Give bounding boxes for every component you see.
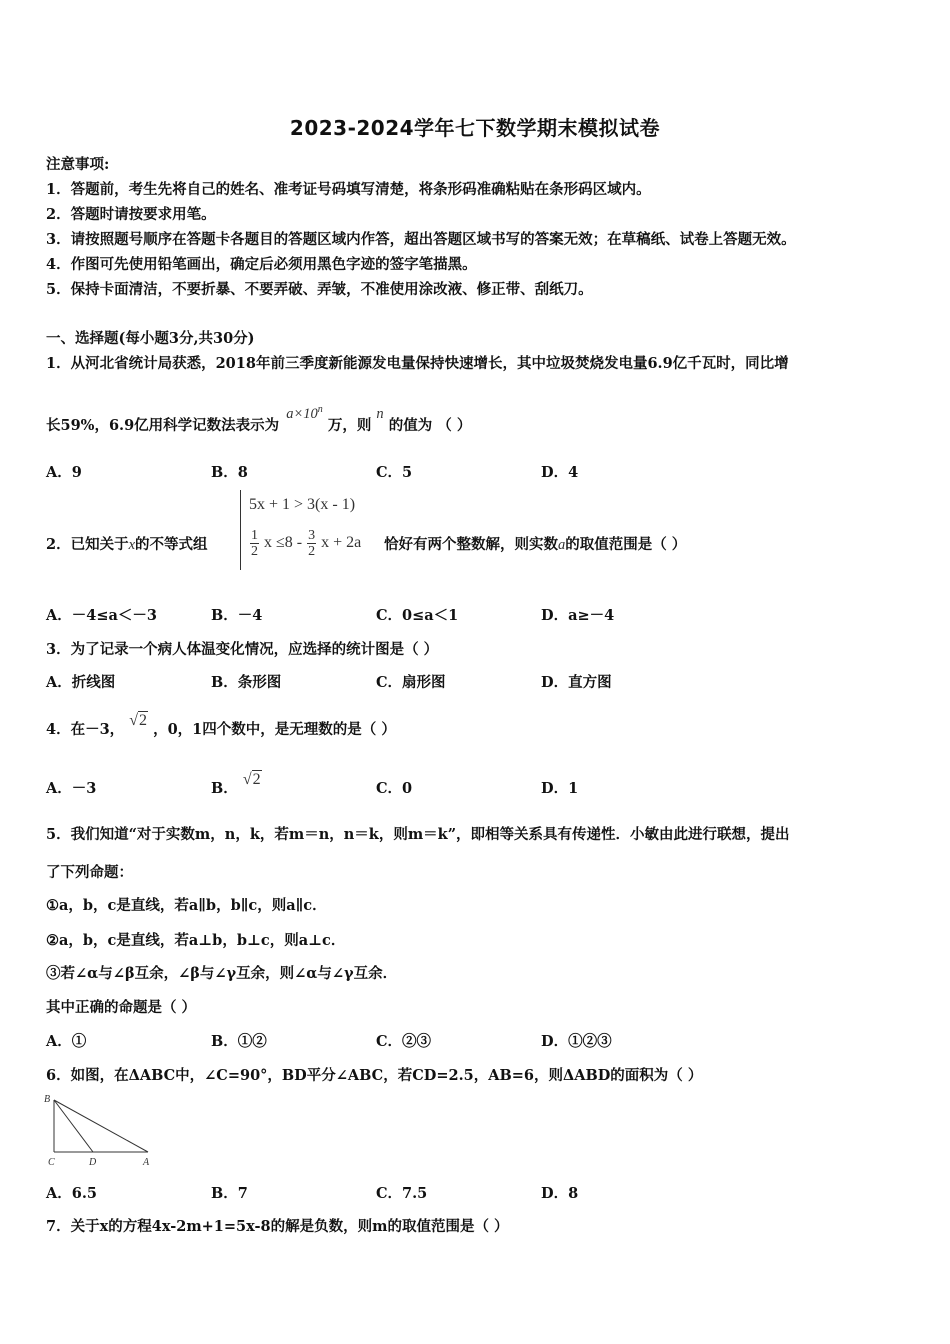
q6-bisector-bd: [54, 1100, 93, 1152]
q2-row2-mid: x ≤8 -: [264, 534, 303, 552]
q3-option-b: B．条形图: [211, 674, 282, 691]
q6-option-b: B．7: [211, 1185, 248, 1202]
q2-mid: 的不等式组: [135, 536, 208, 553]
q4-suffix: ，0，1四个数中，是无理数的是（ ）: [153, 721, 396, 738]
q2-frac2: [307, 528, 316, 559]
section-heading: 一、选择题(每小题3分,共30分): [46, 330, 255, 347]
q1-line1: 1．从河北省统计局获悉，2018年前三季度新能源发电量保持快速增长，其中垃圾焚烧发电量6.9亿千瓦时，同比增: [46, 355, 789, 372]
q2-option-a: A．－4≤a＜－3: [46, 607, 157, 624]
q4-option-d: D．1: [541, 780, 579, 797]
notice-item-4: 4．作图可先使用铅笔画出，确定后必须用黑色字迹的签字笔描黑。: [46, 256, 477, 273]
q2-option-b: B．－4: [211, 607, 263, 624]
q5-option-c: C．②③: [376, 1033, 432, 1050]
q1-formula: [286, 406, 323, 422]
q6-option-a: A．6.5: [46, 1185, 97, 1202]
q6-label-a: A: [143, 1157, 150, 1168]
q5-line2: 了下列命题：: [46, 864, 133, 881]
q2-suffix1: 恰好有两个整数解，则实数: [384, 536, 558, 553]
q1-line2-a: 长59%，6.9亿用科学记数法表示为: [46, 417, 280, 434]
q6-text: 6．如图，在ΔABC中，∠C=90°，BD平分∠ABC，若CD=2.5，AB=6，则ΔABD的面积为（ ）: [46, 1067, 703, 1084]
q4-option-c: C．0: [376, 780, 413, 797]
q5-proposition-2: ②a，b，c是直线，若a⊥b，b⊥c，则a⊥c．: [46, 932, 346, 949]
q1-formula-times: ×10: [293, 406, 318, 422]
q2-prefix-line: [46, 533, 208, 554]
q5-option-a: A．①: [46, 1033, 87, 1050]
q2-frac2-num: 3: [308, 528, 316, 543]
q6-label-d: D: [89, 1157, 97, 1168]
q2-row2-end: x + 2a: [321, 534, 362, 552]
q4-sqrt-val: 2: [139, 712, 148, 729]
q1-line2: [46, 404, 472, 435]
q6-option-d: D．8: [541, 1185, 579, 1202]
q2-option-d: D．a≥－4: [541, 607, 615, 624]
q1-formula-n: n: [317, 404, 323, 416]
q5-line1: 5．我们知道“对于实数m，n，k，若m＝n，n＝k，则m＝k”，即相等关系具有传递性．小敏由此进行联想，提出: [46, 826, 790, 843]
q5-ask: 其中正确的命题是（ ）: [46, 999, 197, 1016]
q2-prefix: 2．已知关于: [46, 536, 129, 553]
q6-label-c: C: [48, 1157, 55, 1168]
page-title: 2023-2024学年七下数学期末模拟试卷: [289, 116, 661, 140]
q6-triangle-figure: [40, 1090, 160, 1172]
q5-option-d: D．①②③: [541, 1033, 612, 1050]
q3-option-a: A．折线图: [46, 674, 116, 691]
q2-frac1-num: 1: [251, 528, 258, 543]
q4-line: [46, 712, 396, 739]
notice-item-5: 5．保持卡面清洁，不要折暴、不要弄破、弄皱，不准使用涂改液、修正带、刮纸刀。: [46, 281, 593, 298]
notice-item-3: 3．请按照题号顺序在答题卡各题目的答题区域内作答，超出答题区域书写的答案无效；在草稿纸、试卷上答题无效。: [46, 231, 796, 248]
q4-prefix: 4．在－3，: [46, 721, 125, 738]
q2-suffix2: 的取值范围是（ ）: [565, 536, 687, 553]
q3-option-d: D．直方图: [541, 674, 612, 691]
q2-frac1-den: 2: [251, 544, 258, 559]
q1-n: n: [376, 406, 384, 422]
q2-row1: 5x + 1 > 3(x - 1): [249, 496, 356, 513]
q1-line2-c: 的值为 （ ）: [388, 417, 472, 434]
q4-option-b-sqrt: √2: [242, 771, 261, 788]
q4-option-b-sqrt-val: 2: [252, 771, 261, 788]
q2-frac1: [250, 528, 259, 559]
q3-option-c: C．扇形图: [376, 674, 446, 691]
q1-option-a: A．9: [46, 464, 82, 481]
q2-suffix-line: [384, 533, 686, 554]
q7-text: 7．关于x的方程4x-2m+1=5x-8的解是负数，则m的取值范围是（ ）: [46, 1218, 509, 1235]
q4-option-b-label: B．: [211, 780, 238, 797]
q6-side-ba: [54, 1100, 148, 1152]
q4-sqrt: √2: [129, 712, 148, 729]
q5-proposition-3: ③若∠α与∠β互余，∠β与∠γ互余，则∠α与∠γ互余．: [46, 965, 398, 982]
q4-option-b: [211, 771, 262, 798]
q6-label-b: B: [44, 1094, 51, 1105]
q2-a: a: [558, 537, 566, 553]
q2-option-c: C．0≤a＜1: [376, 607, 459, 624]
q4-option-a: A．－3: [46, 780, 97, 797]
q3-text: 3．为了记录一个病人体温变化情况，应选择的统计图是（ ）: [46, 641, 439, 658]
q6-option-c: C．7.5: [376, 1185, 428, 1202]
q1-option-c: C．5: [376, 464, 413, 481]
q1-formula-a: a: [286, 406, 294, 422]
notice-heading: 注意事项:: [46, 156, 110, 173]
q5-option-b: B．①②: [211, 1033, 267, 1050]
q1-option-d: D．4: [541, 464, 579, 481]
q2-inequality-system: [240, 490, 386, 570]
q2-x: x: [128, 537, 136, 553]
notice-item-2: 2．答题时请按要求用笔。: [46, 206, 216, 223]
q5-proposition-1: ①a，b，c是直线，若a∥b，b∥c，则a∥c．: [46, 897, 327, 914]
q2-frac2-den: 2: [308, 544, 316, 559]
q1-option-b: B．8: [211, 464, 248, 481]
notice-item-1: 1．答题前，考生先将自己的姓名、准考证号码填写清楚，将条形码准确粘贴在条形码区域内。: [46, 181, 651, 198]
q1-line2-b: 万，则: [327, 417, 372, 434]
q2-row2: [249, 528, 361, 559]
